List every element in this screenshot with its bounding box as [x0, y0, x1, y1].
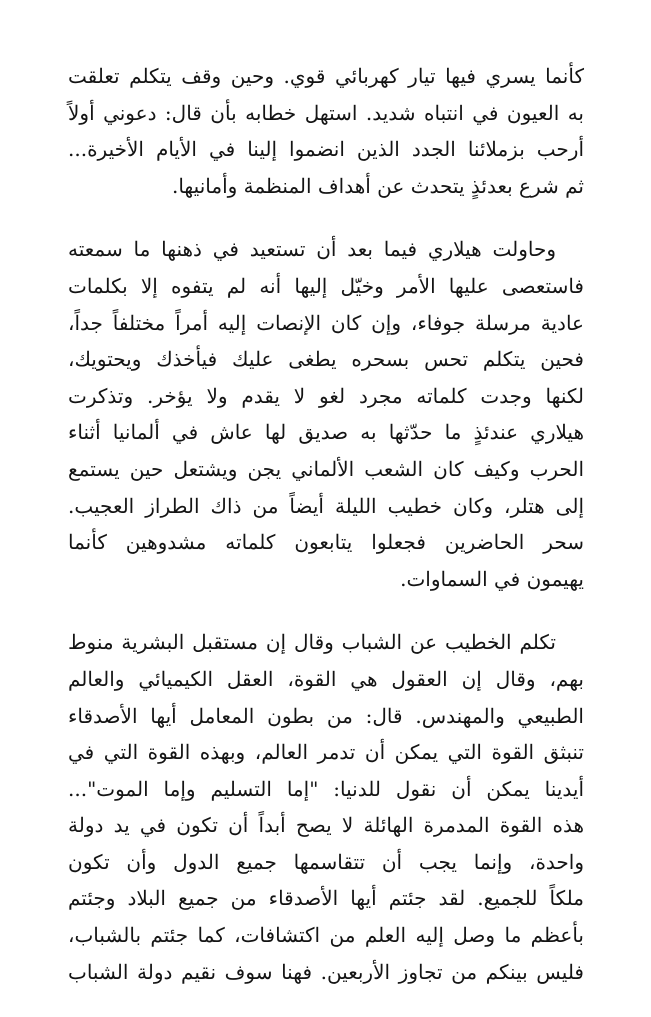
text-line: عادية مرسلة جوفاء، وإن كان الإنصات إليه أمراً مختلفاً جداً،	[68, 310, 584, 335]
paragraph-1	[68, 58, 584, 204]
text-line: فحين يتكلم تحس بسحره يطغى عليك فيأخذك ويحتويك،	[68, 347, 584, 372]
text-line: به العيون في انتباه شديد. استهل خطابه بأن قال: دعوني أولاً	[68, 100, 584, 125]
book-page	[68, 58, 584, 1017]
text-line: ملكاً للجميع. لقد جئتم أيها الأصدقاء من جميع البلاد وجئتم	[68, 886, 584, 911]
text-line: ثم شرع بعدئذٍ يتحدث عن أهداف المنظمة وأمانيها.	[171, 173, 584, 198]
text-line: هيلاري عندئذٍ ما حدّثها به صديق لها عاش في ألمانيا أثناء	[68, 420, 584, 445]
text-line: فليس بينكم من تجاوز الأربعين. فهنا سوف نقيم دولة الشباب	[68, 959, 584, 984]
text-line: الطبيعي والمهندس. قال: من بطون المعامل أيها الأصدقاء	[68, 703, 584, 728]
text-line: إلى هتلر، وكان خطيب الليلة أيضاً من ذاك الطراز العجيب.	[68, 493, 584, 518]
paragraph-2	[68, 231, 584, 597]
text-line: بهم، وقال إن العقول هي القوة، العقل الكيميائي والعالم	[68, 666, 584, 691]
text-line: وحاولت هيلاري فيما بعد أن تستعيد في ذهنها ما سمعته	[68, 237, 556, 262]
text-line: كأنما يسري فيها تيار كهربائي قوي. وحين وقف يتكلم تعلقت	[68, 64, 584, 88]
text-line: أيدينا يمكن أن نقول للدنيا: "إما التسليم وإما الموت"...	[68, 776, 584, 801]
text-line: يهيمون في السماوات.	[400, 566, 584, 591]
text-line: سحر الحاضرين فجعلوا يتابعون كلماته مشدوهين كأنما	[68, 530, 584, 555]
text-line: فاستعصى عليها الأمر وخيّل إليها أنه لم يتفوه إلا بكلمات	[68, 273, 584, 298]
text-line: لكنها وجدت كلماته مجرد لغو لا يقدم ولا يؤخر. وتذكرت	[68, 383, 584, 408]
text-line: تنبثق القوة التي يمكن أن تدمر العالم، وبهذه القوة التي في	[68, 740, 584, 765]
text-line: هذه القوة المدمرة الهائلة لا يصح أبداً أن تكون في يد دولة	[68, 813, 584, 838]
text-line: واحدة، وإنما يجب أن تتقاسمها جميع الدول وأن تكون	[68, 849, 584, 874]
paragraph-3	[68, 624, 584, 990]
text-line: تكلم الخطيب عن الشباب وقال إن مستقبل البشرية منوط	[68, 630, 556, 655]
text-line: الحرب وكيف كان الشعب الألماني يجن ويشتعل حين يستمع	[68, 456, 584, 481]
text-line: أرحب بزملائنا الجدد الذين انضموا إلينا في الأيام الأخيرة...	[68, 137, 584, 162]
text-line: بأعظم ما وصل إليه العلم من اكتشافات، كما جئتم بالشباب،	[68, 923, 584, 948]
